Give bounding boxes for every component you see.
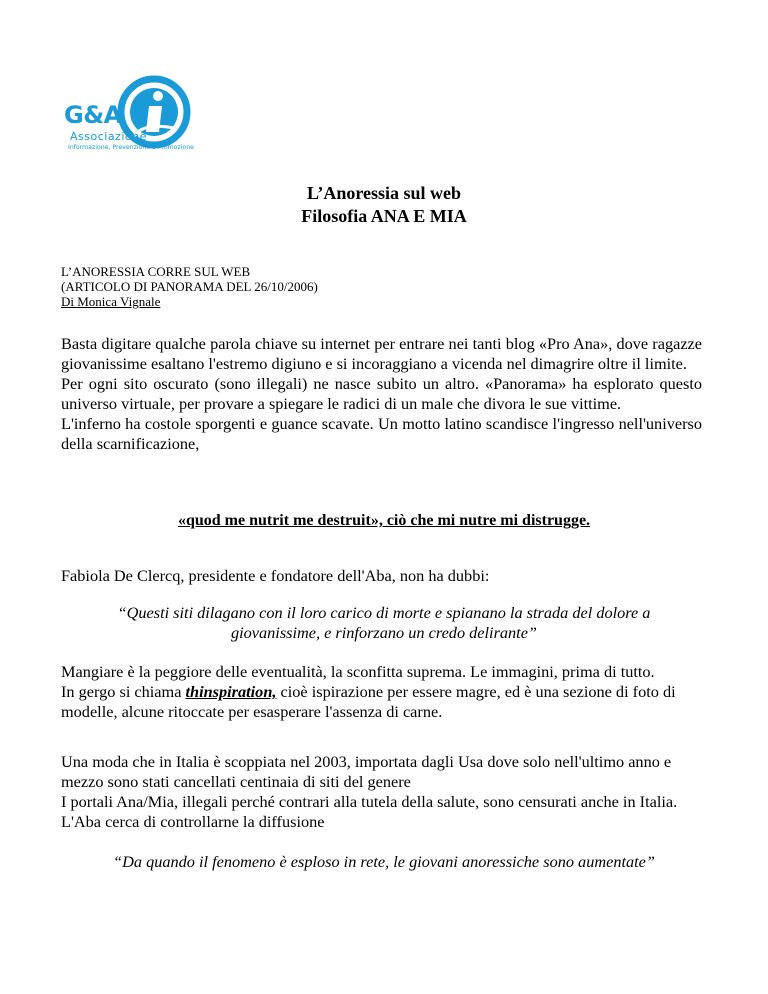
article-heading: L’ANORESSIA CORRE SUL WEB bbox=[61, 264, 251, 279]
thinspiration-term: thinspiration, bbox=[185, 682, 277, 701]
document-subtitle: Filosofia ANA E MIA bbox=[301, 206, 467, 226]
trend-sentence-1: Una moda che in Italia è scoppiata nel 2003, importata dagli Usa dove solo nell'ultimo anno e mezzo sono stati cancellati centinaia di siti del genere bbox=[61, 752, 672, 791]
logo-ga-text: G&A bbox=[64, 101, 122, 129]
trend-paragraph bbox=[61, 752, 702, 832]
intro-sentence-3: L'inferno ha costole sporgenti e guance scavate. Un motto latino scandisce l'ingresso nell'universo della scarnificazione, bbox=[61, 414, 702, 453]
thinspiration-paragraph bbox=[61, 662, 702, 722]
thinspiration-pre: In gergo si chiama bbox=[61, 682, 186, 701]
closing-quote: “Da quando il fenomeno è esploso in rete, le giovani anoressiche sono aumentate” bbox=[113, 852, 655, 871]
thinspiration-sentence bbox=[61, 682, 702, 722]
trend-sentence-2: I portali Ana/Mia, illegali perché contrari alla tutela della salute, sono censurati anche in Italia. L'Aba cerca di controllarne la diffusione bbox=[61, 792, 678, 831]
document-title: L’Anoressia sul web bbox=[306, 183, 462, 203]
article-source: (ARTICOLO DI PANORAMA DEL 26/10/2006) bbox=[61, 279, 318, 294]
association-logo bbox=[60, 72, 200, 160]
article-author: Di Monica Vignale bbox=[61, 294, 161, 309]
intro-sentence-1: Basta digitare qualche parola chiave su internet per entrare nei tanti blog «Pro Ana», dove ragazze giovanissime esaltano l'estremo digiuno e si incoraggiano a vicenda nel dimagrire oltre il limite. bbox=[61, 334, 702, 373]
thinspiration-post: cioè ispirazione per essere magre, ed è una sezione di foto di modelle, alcune ritoccate per esasperare l'assenza di carne. bbox=[61, 682, 676, 721]
clercq-quote: “Questi siti dilagano con il loro carico di morte e spianano la strada del dolore a giovanissime, e rinforzano un credo delirante” bbox=[117, 603, 651, 642]
clercq-intro: Fabiola De Clercq, presidente e fondatore dell'Aba, non ha dubbi: bbox=[61, 566, 490, 585]
eating-sentence: Mangiare è la peggiore delle eventualità, la sconfitta suprema. Le immagini, prima di tutto. bbox=[61, 662, 655, 681]
logo-association-text: Associazione bbox=[70, 130, 147, 143]
logo-tagline: Informazione, Prevenzione e Promozione bbox=[68, 144, 194, 151]
intro-paragraph bbox=[61, 334, 702, 454]
intro-sentence-2: Per ogni sito oscurato (sono illegali) ne nasce subito un altro. «Panorama» ha esplorato questo universo virtuale, per provare a spiegare le radici di un male che divora le sue vittime. bbox=[61, 374, 702, 413]
latin-motto: «quod me nutrit me destruit», ciò che mi nutre mi distrugge. bbox=[177, 512, 591, 529]
